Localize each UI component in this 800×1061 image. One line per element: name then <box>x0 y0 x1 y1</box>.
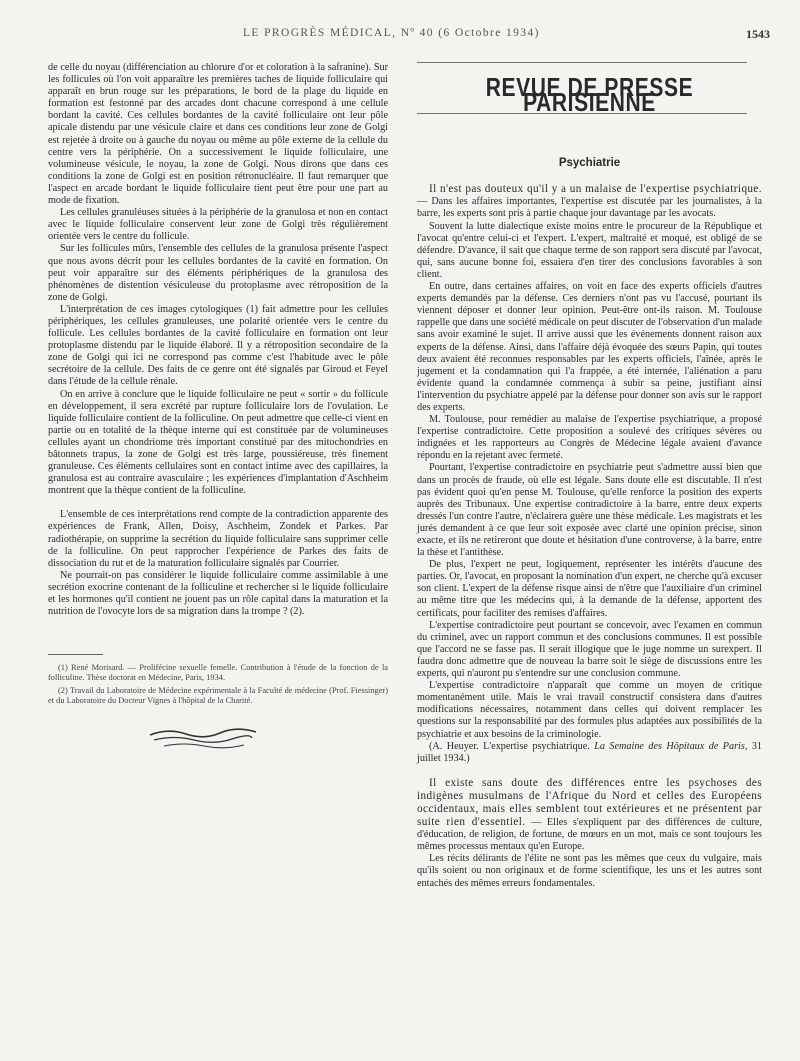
review-paragraph: En outre, dans certaines affaires, on voit en face des experts officiels d'autres experts demandés par la défense. Ces derniers n'ont pas vu l'accusé, pourtant ils viennent déposer et donner leur opinion. Peut-être ont-ils raison. M. Toulouse rappelle que dans une société médicale on peut discuter de l'observation d'un malade sans avoir examiné le sujet. Il arrive aussi que les événements donnent raison aux experts de la défense. Ainsi, dans l'affaire déjà évoquée des sœurs Papin, qui toutes deux avaient été reconnues responsables par les experts officiels, l'aînée, après le jugement et la condamnation qui l'a frappée, a été internée, l'aliénation a paru évidente quand la condamnée commença à subir sa peine, justifiant ainsi l'intervention du psychiatre appelé par la défense pour donner son avis sur le rapport des experts. <box>417 281 762 413</box>
body-paragraph: On en arrive à conclure que le liquide folliculaire ne peut « sortir » du follicule en développement, il sera excrété par rupture folliculaire lors de l'ovulation. Le liquide folliculaire contient de la folliculine. On peut admettre que celle-ci vient en partie ou en totalité de la thèque interne qui est constituée par de volumineuses cellules ayant un chondriome très important constitué par des mitochondries en bâtonnets trapus, la zone de Golgi est très large, poussiéreuse, très finement granuleuse. Ces éléments cellulaires sont en contact intime avec des capillaires, la granulosa est au contraire avasculaire ; les expériences d'implantation d'Aschheim montrent que la thèque contient de la folliculine. <box>48 388 388 497</box>
citation <box>417 741 762 765</box>
review-paragraph: M. Toulouse, pour remédier au malaise de l'expertise psychiatrique, a proposé l'expertise contradictoire. Cette proposition a soulevé des critiques sévères ou indignées et les rapporteurs au Congrès de Médecine légale avaient d'avance répondu en la rejetant avec fermeté. <box>417 414 762 462</box>
citation-source: La Semaine des Hôpitaux de Paris, <box>594 740 748 752</box>
footnote: (1) René Morisard. — Prolifécine sexuelle femelle. Contribution à l'étude de la fonction de la folliculine. Thèse doctorat en Médecine, Paris, 1934. <box>48 663 388 683</box>
right-column <box>417 62 762 890</box>
footnotes <box>48 663 388 706</box>
footnote-separator <box>48 654 103 655</box>
body-paragraph: L'interprétation de ces images cytologiques (1) fait admettre pour les cellules périphériques, les cellules granuleuses, une polarité orientée vers le centre du follicule. Les cellules bordantes de la cavité folliculaire en formation ont leur protoplasme distendu par le liquide élaboré. Il y a rétroposition secondaire de la zone de Golgi qui ici ne correspond pas comme c'est l'habitude avec le pôle secrétoire de la cellule. Des faits de ce genre ont été signalés par Giroud et Feyel dans l'étude de la cellule rénale. <box>48 303 388 388</box>
footnote: (2) Travail du Laboratoire de Médecine expérimentale à la Faculté de médecine (Prof. Fiessinger) et du Laboratoire du Docteur Vignes à l'hôpital de la Charité. <box>48 686 388 706</box>
review-paragraph <box>417 777 762 854</box>
review-paragraph: L'expertise contradictoire peut pourtant se concevoir, avec l'examen en commun du criminel, avec un rapport commun et des conclusions communes. Il est possible que l'accord ne se fasse pas. Il serait illogique que le juge nomme un surexpert. Il faudra donc admettre que de nouveau la barre soit le siège de discussions entre les experts, qui n'auront pu s'entendre sur une conclusion commune. <box>417 619 762 680</box>
running-title: LE PROGRÈS MÉDICAL, Nº 40 (6 Octobre 1934) <box>243 27 540 39</box>
lead-sentence-2: Il existe sans doute des différences entre les psychoses des indigènes musulmans de l'Afrique du Nord et celles des Européens occidentaux, mais elles semblent tout extérieures et ne présentent par suite rien d'essentiel. <box>417 776 762 829</box>
review-paragraph: L'expertise contradictoire n'apparaît que comme un moyen de critique momentanément utile. Mais le vrai travail constructif consistera dans d'autres modifications nécessaires, notamment dans celles qui doivent remplacer les questions sur la responsabilité par des formules plus adaptées aux possibilités de la psychiatrie et aux besoins de la criminologie. <box>417 680 762 740</box>
review-paragraph <box>417 183 762 220</box>
flourish-ornament <box>148 726 258 752</box>
body-paragraph: L'ensemble de ces interprétations rend compte de la contradiction apparente des expériences de Frank, Allen, Doisy, Aschheim, Zondek et Parkes. Par radiothérapie, on supprime la secrétion du liquide folliculaire sans supprimer celle de la folliculine. On peut rapprocher l'expérience de Parkes des faits de dissociation du rut et de la maturation folliculaire signalés par Courrier. <box>48 509 388 569</box>
citation-date: 31 juillet 1934.) <box>417 740 763 764</box>
subsection-title: Psychiatrie <box>558 157 621 170</box>
body-paragraph: Ne pourrait-on pas considérer le liquide folliculaire comme assimilable à une secrétion exocrine contenant de la folliculine et rechercher si le liquide folliculaire et les hormones qu'il contient ne jouent pas un rôle capital dans la maturation et la nutrition de l'ovocyte lors de sa migration dans la trompe ? (2). <box>48 569 388 618</box>
review-paragraph: Pourtant, l'expertise contradictoire en psychiatrie peut s'admettre aussi bien que dans un procès de fraude, où elle est légale. Sans doute elle est discutable. Il n'est pas évident quoi qu'en pense M. Toulouse, qu'elle renforce la position des experts auprès des Tribunaux. Une expertise contradictoire à la barre, entre deux experts dressés l'un contre l'autre, n'éclairera guère une thèse médicale. Les magistrats et les jurés demandent à ce que leur soit exposée avec clarté une opinion précise, sinon exacte, et ils ne retireront que doute et hésitation d'une controverse, à la barre, entre la thèse et l'antithèse. <box>417 462 762 559</box>
page-header <box>48 24 770 44</box>
review-paragraph: Les récits délirants de l'élite ne sont pas les mêmes que ceux du vulgaire, mais qu'ils soient ou non originaux et de forme scientifique, les uns et les autres sont entachés des mêmes erreurs fondamentales. <box>417 853 762 889</box>
lead-continuation: — Dans les affaires importantes, l'expertise est discutée par les journalistes, à la barre, les experts sont pris à partie chaque jour davantage par les avocats. <box>417 196 762 220</box>
review-paragraph: De plus, l'expert ne peut, logiquement, représenter les intérêts d'aucune des parties. Or, l'avocat, en proposant la nomination d'un expert, ne cherche qu'à excuser son client. L'expert de la défense risque ainsi de n'être que l'auxiliaire d'un criminel au même titre que les médecins qui, à la demande de la défense, apportent des certificats, pour faciliter des remises d'affaires. <box>417 559 762 619</box>
left-column <box>48 62 388 752</box>
page-number: 1543 <box>746 27 770 41</box>
section-title: REVUE DE PRESSE PARISIENNE <box>485 73 694 118</box>
body-paragraph: de celle du noyau (différenciation au chlorure d'or et coloration à la safranine). Sur les follicules où l'on voit apparaître les premières taches de liquide folliculaire qui apparaît en brun rouge sur les préparations, le bord de la plage du liquide en formation est festonné par des arcades dont chacune correspond à une cellule bordant la cavité. Ces cellules bordantes de la cavité folliculaire ont leur pôle apicale distendu par une vésicule claire et dans ces conditions leur zone de Golgi est rejetée à droite ou à gauche du noyau ou même au pôle externe de la cellule du centre vers la périphérie. On a successivement le liquide folliculaire, une volumineuse vésicule, le noyau, la zone de Golgi. Nous dirons que dans ces conditions la zone de Golgi est en position rétronucléaire. Il faut remarquer que l'aspect en arcade bordant le liquide folliculaire tient peut être pour une part au mode de fixation. <box>48 62 388 207</box>
body-paragraph: Sur les follicules mûrs, l'ensemble des cellules de la granulosa présente l'aspect que nous avons décrit pour les cellules bordantes de la cavité en formation. On peut voir apparaître sur des éléments périphériques de la granulosa des phénomènes de distention vésiculeuse du protoplasme avec rétroposition de la zone de Golgi. <box>48 243 388 303</box>
lead-continuation-2: — Elles s'expliquent par des différences de culture, d'éducation, de religion, de fortune, de mœurs en un mot, mais ce sont toujours les mêmes processus mentaux qu'en Europe. <box>417 817 762 853</box>
lead-sentence: Il n'est pas douteux qu'il y a un malaise de l'expertise psychiatrique. <box>429 183 762 196</box>
citation-prefix: (A. Heuyer. L'expertise psychiatrique. <box>429 740 590 752</box>
title-rule-top <box>417 62 747 71</box>
body-paragraph: Les cellules granuléuses situées à la périphérie de la granulosa et non en contact avec le liquide folliculaire conservent leur zone de Golgi très régulièrement orientée vers le centre du follicule. <box>48 207 388 243</box>
review-paragraph: Souvent la lutte dialectique existe moins entre le procureur de la République et l'avocat qu'entre celui-ci et l'expert. L'expert, maltraité et moqué, est obligé de se défendre. D'avance, il sait que chaque terme de son rapport sera discuté par l'avocat, qui, sans aucune bonne foi, essaiera d'en tirer des conclusions favorables à son client. <box>417 220 762 280</box>
